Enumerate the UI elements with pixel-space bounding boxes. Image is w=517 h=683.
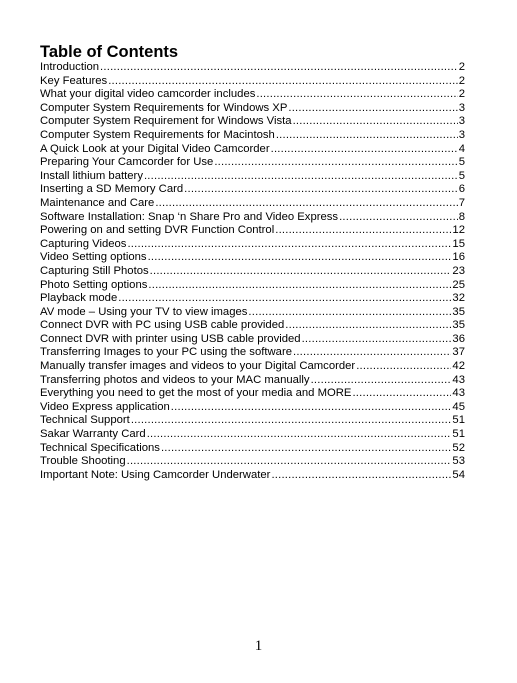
toc-entry-page-number: 32 (452, 292, 465, 305)
dot-leader (150, 265, 452, 279)
toc-entry-page-number: 37 (452, 346, 465, 359)
toc-entry[interactable] (40, 414, 465, 428)
toc-entry-page-number: 5 (458, 156, 465, 169)
dot-leader (100, 61, 458, 75)
toc-entry-label: Inserting a SD Memory Card (40, 183, 184, 196)
dot-leader (271, 143, 458, 157)
dot-leader (155, 197, 457, 211)
page-number: 1 (254, 638, 263, 654)
toc-entry[interactable] (40, 143, 465, 157)
toc-entry-label: Powering on and setting DVR Function Control (40, 224, 275, 237)
dot-leader (288, 102, 457, 116)
toc-entry[interactable] (40, 75, 465, 89)
toc-entry-label: AV mode – Using your TV to view images (40, 305, 248, 318)
toc-entry-page-number: 43 (452, 387, 465, 400)
toc-entry[interactable] (40, 319, 465, 333)
toc-entry-page-number: 2 (458, 88, 465, 101)
toc-entry-label: Capturing Still Photos (40, 264, 149, 277)
toc-entry[interactable] (40, 197, 465, 211)
toc-entry-label: Connect DVR with PC using USB cable provided (40, 319, 285, 332)
toc-entry-label: Preparing Your Camcorder for Use (40, 156, 214, 169)
toc-entry-label: Computer System Requirement for Windows Vista (40, 115, 292, 128)
toc-entry[interactable] (40, 346, 465, 360)
toc-entry-page-number: 45 (452, 400, 465, 413)
dot-leader (256, 88, 457, 102)
dot-leader (271, 469, 451, 483)
toc-entry-label: Software Installation: Snap ‘n Share Pro and Video Express (40, 210, 339, 223)
toc-entry[interactable] (40, 238, 465, 252)
toc-entry[interactable] (40, 265, 465, 279)
toc-entry[interactable] (40, 333, 465, 347)
toc-entry[interactable] (40, 251, 465, 265)
toc-entry-page-number: 23 (452, 264, 465, 277)
toc-entry[interactable] (40, 115, 465, 129)
toc-entry[interactable] (40, 183, 465, 197)
toc-entry-page-number: 52 (452, 441, 465, 454)
dot-leader (148, 279, 451, 293)
toc-entry-page-number: 2 (458, 61, 465, 73)
toc-entry-label: Trouble Shooting (40, 455, 126, 468)
toc-entry[interactable] (40, 88, 465, 102)
dot-leader (352, 387, 451, 401)
dot-leader (293, 346, 451, 360)
toc-entry-label: Video Setting options (40, 251, 147, 264)
dot-leader (214, 156, 457, 170)
toc-entry-label: Technical Support (40, 414, 130, 427)
toc-entry[interactable] (40, 279, 465, 293)
toc-entry-page-number: 15 (452, 237, 465, 250)
toc-entry-label: A Quick Look at your Digital Video Camcorder (40, 142, 270, 155)
toc-entry[interactable] (40, 156, 465, 170)
toc-entry-page-number: 54 (452, 468, 465, 481)
dot-leader (147, 428, 452, 442)
toc-entry[interactable] (40, 211, 465, 225)
dot-leader (293, 115, 458, 129)
dot-leader (144, 170, 458, 184)
toc-entry-page-number: 35 (452, 319, 465, 332)
toc-entry[interactable] (40, 360, 465, 374)
toc-entry[interactable] (40, 102, 465, 116)
toc-entry-label: Key Features (40, 74, 108, 87)
toc-entry-page-number: 12 (452, 224, 465, 237)
toc-entry[interactable] (40, 129, 465, 143)
dot-leader (302, 333, 452, 347)
toc-entry-page-number: 5 (458, 169, 465, 182)
toc-entry-page-number: 36 (452, 332, 465, 345)
toc-entry-label: Capturing Videos (40, 237, 127, 250)
dot-leader (127, 238, 451, 252)
toc-entry-page-number: 51 (452, 428, 465, 441)
dot-leader (161, 442, 451, 456)
toc-entry-page-number: 42 (452, 360, 465, 373)
toc-entry[interactable] (40, 401, 465, 415)
toc-entry-label: Transferring Images to your PC using the software (40, 346, 292, 359)
dot-leader (285, 319, 451, 333)
toc-entry-page-number: 2 (458, 74, 465, 87)
toc-entry-label: Computer System Requirements for Windows XP (40, 101, 288, 114)
dot-leader (275, 224, 451, 238)
dot-leader (339, 211, 458, 225)
toc-entry-page-number: 6 (458, 183, 465, 196)
dot-leader (311, 374, 452, 388)
toc-entry-page-number: 4 (458, 142, 465, 155)
dot-leader (131, 414, 452, 428)
toc-entry[interactable] (40, 61, 465, 75)
dot-leader (127, 455, 452, 469)
toc-entry-page-number: 3 (458, 115, 465, 128)
toc-entry-label: Transferring photos and videos to your MAC manually (40, 373, 310, 386)
toc-entry-page-number: 43 (452, 373, 465, 386)
toc-entry[interactable] (40, 292, 465, 306)
toc-entry-label: Photo Setting options (40, 278, 148, 291)
toc-entry-label: What your digital video camcorder includes (40, 88, 256, 101)
toc-entry-page-number: 51 (452, 414, 465, 427)
toc-entry[interactable] (40, 306, 465, 320)
toc-entry-label: Everything you need to get the most of your media and MORE (40, 387, 352, 400)
toc-entry-label: Connect DVR with printer using USB cable provided (40, 332, 301, 345)
toc-entry[interactable] (40, 374, 465, 388)
dot-leader (118, 292, 451, 306)
toc-entry-label: Playback mode (40, 292, 118, 305)
toc-entry[interactable] (40, 170, 465, 184)
toc-entry-label: Sakar Warranty Card (40, 428, 146, 441)
toc-entry-page-number: 3 (458, 128, 465, 141)
toc-entry[interactable] (40, 428, 465, 442)
toc-entry-label: Manually transfer images and videos to your Digital Camcorder (40, 360, 356, 373)
toc-entry[interactable] (40, 224, 465, 238)
toc-entry[interactable] (40, 455, 465, 469)
toc-entry-page-number: 53 (452, 455, 465, 468)
toc-entry-label: Computer System Requirements for Macintosh (40, 128, 275, 141)
toc-entry-page-number: 3 (458, 101, 465, 114)
dot-leader (108, 75, 458, 89)
toc-entry-label: Maintenance and Care (40, 196, 155, 209)
toc-entry[interactable] (40, 387, 465, 401)
toc-entry-label: Important Note: Using Camcorder Underwater (40, 468, 271, 481)
toc-entry-label: Introduction (40, 61, 100, 73)
toc-entry-label: Video Express application (40, 400, 170, 413)
toc-entry[interactable] (40, 442, 465, 456)
dot-leader (148, 251, 452, 265)
toc-entry-page-number: 25 (452, 278, 465, 291)
dot-leader (248, 306, 451, 320)
toc-entry-label: Install lithium battery (40, 169, 143, 182)
dot-leader (276, 129, 458, 143)
toc-entry[interactable] (40, 469, 465, 483)
toc-entry-page-number: 7 (458, 196, 465, 209)
dot-leader (356, 360, 451, 374)
dot-leader (184, 183, 458, 197)
toc-entry-page-number: 16 (452, 251, 465, 264)
toc-entry-page-number: 35 (452, 305, 465, 318)
toc-title: Table of Contents (40, 43, 179, 61)
toc-entry-label: Technical Specifications (40, 441, 160, 454)
toc-entry-page-number: 8 (458, 210, 465, 223)
toc-list (40, 61, 465, 482)
dot-leader (171, 401, 452, 415)
